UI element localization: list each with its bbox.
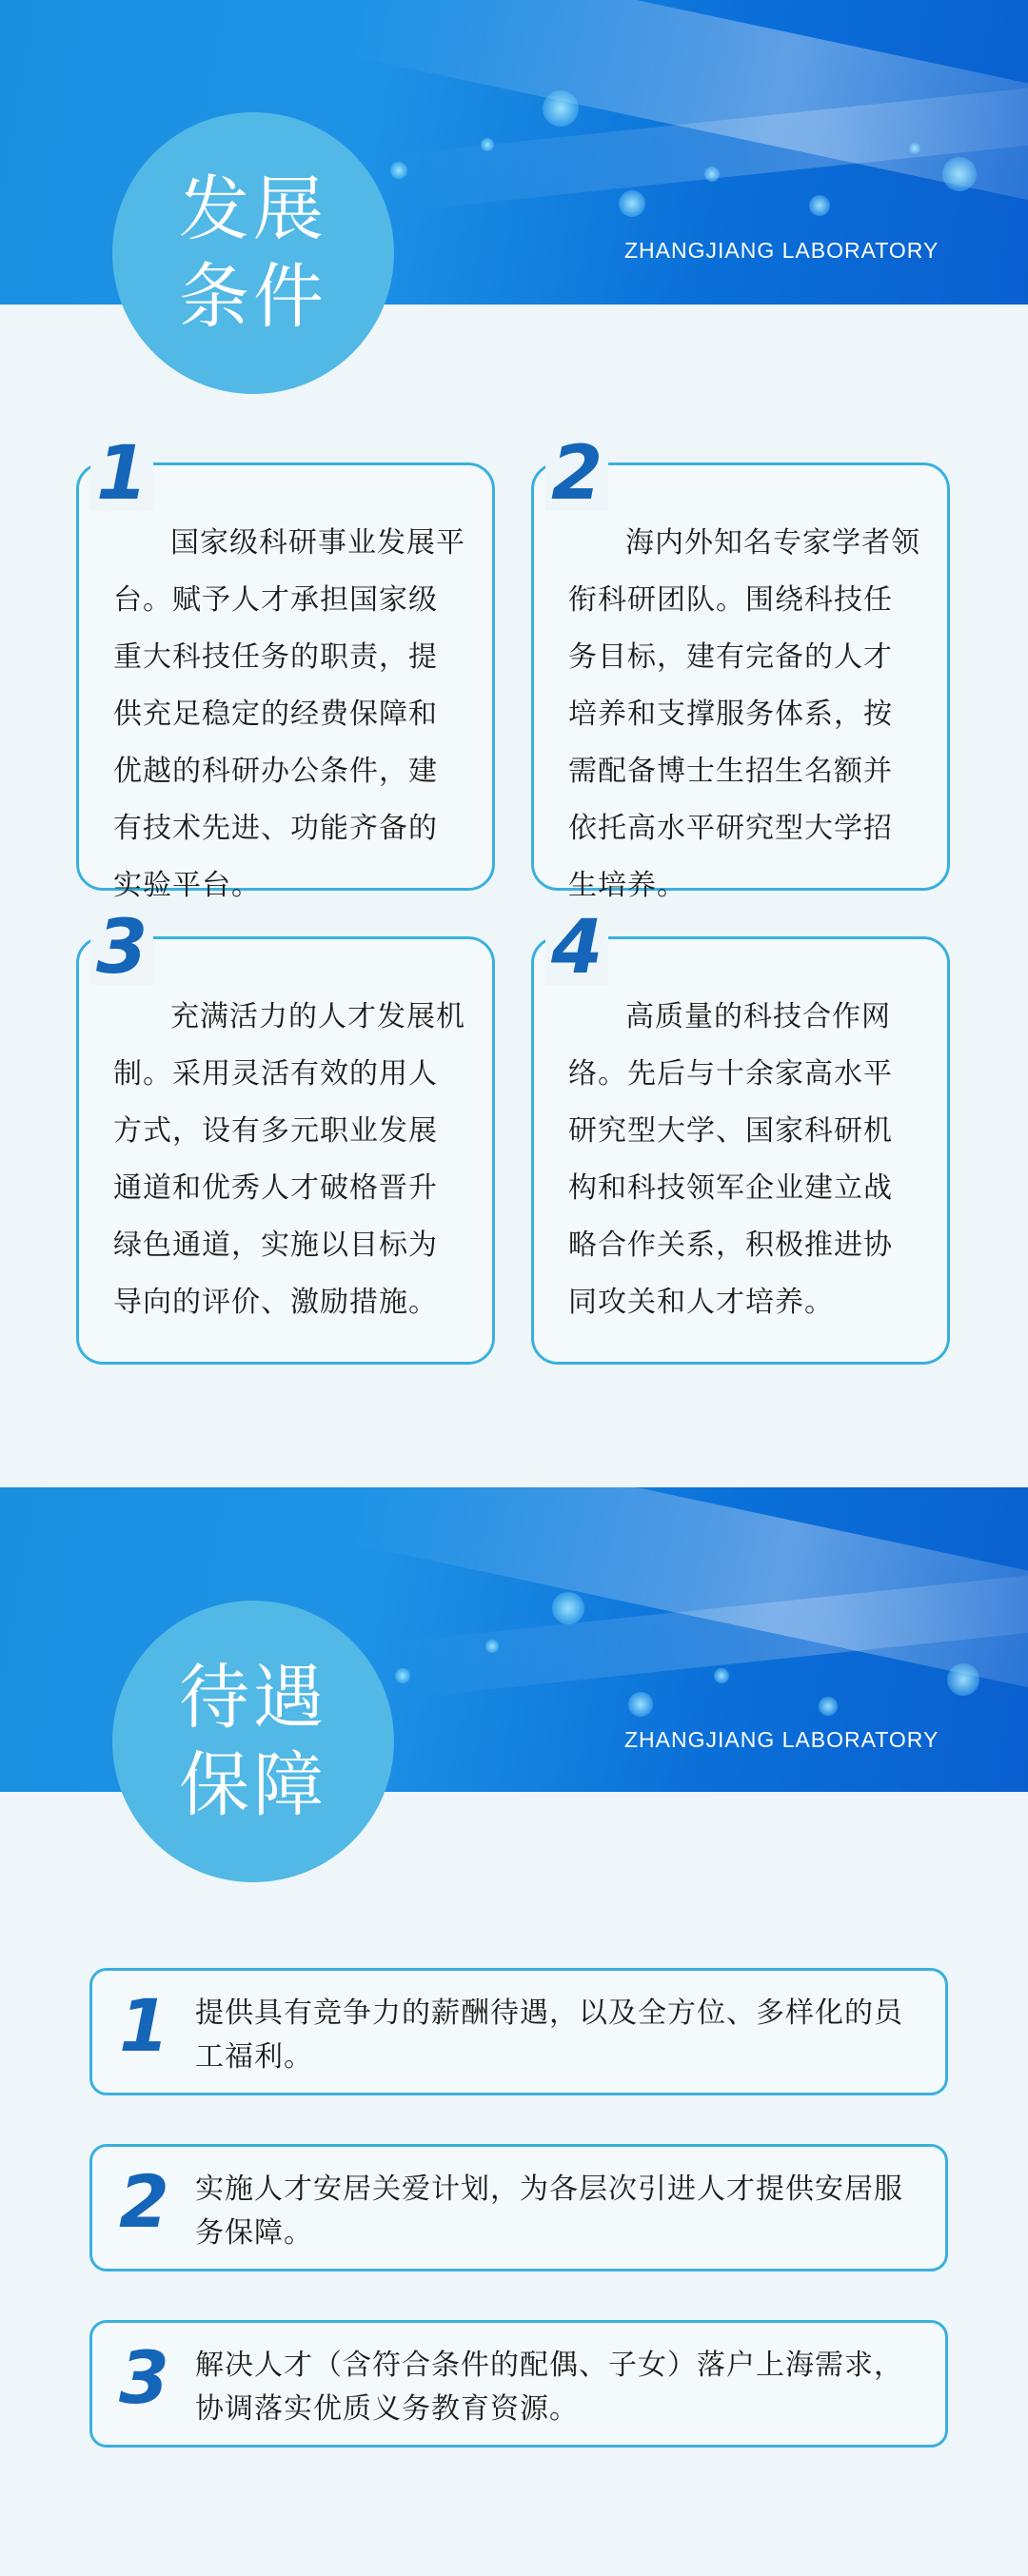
- card-number: 4: [545, 911, 608, 985]
- banner-subtitle: ZHANGJIANG LABORATORY: [624, 238, 939, 263]
- banner-subtitle: ZHANGJIANG LABORATORY: [624, 1727, 939, 1752]
- benefit-item-2: [89, 2144, 948, 2271]
- item-number: 2: [119, 2159, 169, 2244]
- condition-card-2: [531, 431, 950, 902]
- benefit-item-3: [89, 2320, 948, 2448]
- condition-card-3: [76, 905, 495, 1365]
- section-title: 发展条件: [179, 168, 327, 338]
- item-text: 实施人才安居关爱计划，为各层次引进人才提供安居服务保障。: [195, 2173, 903, 2250]
- card-text: 高质量的科技合作网络。先后与十余家高水平研究型大学、国家科研机构和科技领军企业建立战略合作关系，积极推进协同攻关和人才培养。: [568, 1000, 893, 1319]
- card-number: 3: [90, 911, 153, 985]
- card-number: 2: [545, 437, 608, 511]
- item-text: 提供具有竞争力的薪酬待遇，以及全方位、多样化的员工福利。: [195, 1996, 903, 2074]
- item-number: 1: [119, 1983, 169, 2068]
- card-text: 国家级科研事业发展平台。赋予人才承担国家级重大科技任务的职责，提供充足稳定的经费保障和优越的科研办公条件，建有技术先进、功能齐备的实验平台。: [113, 526, 465, 902]
- section-title-circle: [112, 112, 394, 394]
- item-number: 3: [119, 2335, 169, 2420]
- card-text: 海内外知名专家学者领衔科研团队。围绕科技任务目标，建有完备的人才培养和支撑服务体系，按需配备博士生招生名额并依托高水平研究型大学招生培养。: [568, 526, 920, 902]
- condition-card-1: [76, 431, 495, 902]
- condition-card-4: [531, 905, 950, 1365]
- card-number: 1: [90, 437, 153, 511]
- item-text: 解决人才（含符合条件的配偶、子女）落户上海需求，协调落实优质义务教育资源。: [195, 2349, 903, 2426]
- section-title: 待遇保障: [179, 1657, 327, 1826]
- card-text: 充满活力的人才发展机制。采用灵活有效的用人方式，设有多元职业发展通道和优秀人才破格晋升绿色通道，实施以目标为导向的评价、激励措施。: [113, 1000, 465, 1319]
- benefit-item-1: [89, 1968, 948, 2095]
- section-title-circle: [112, 1601, 394, 1882]
